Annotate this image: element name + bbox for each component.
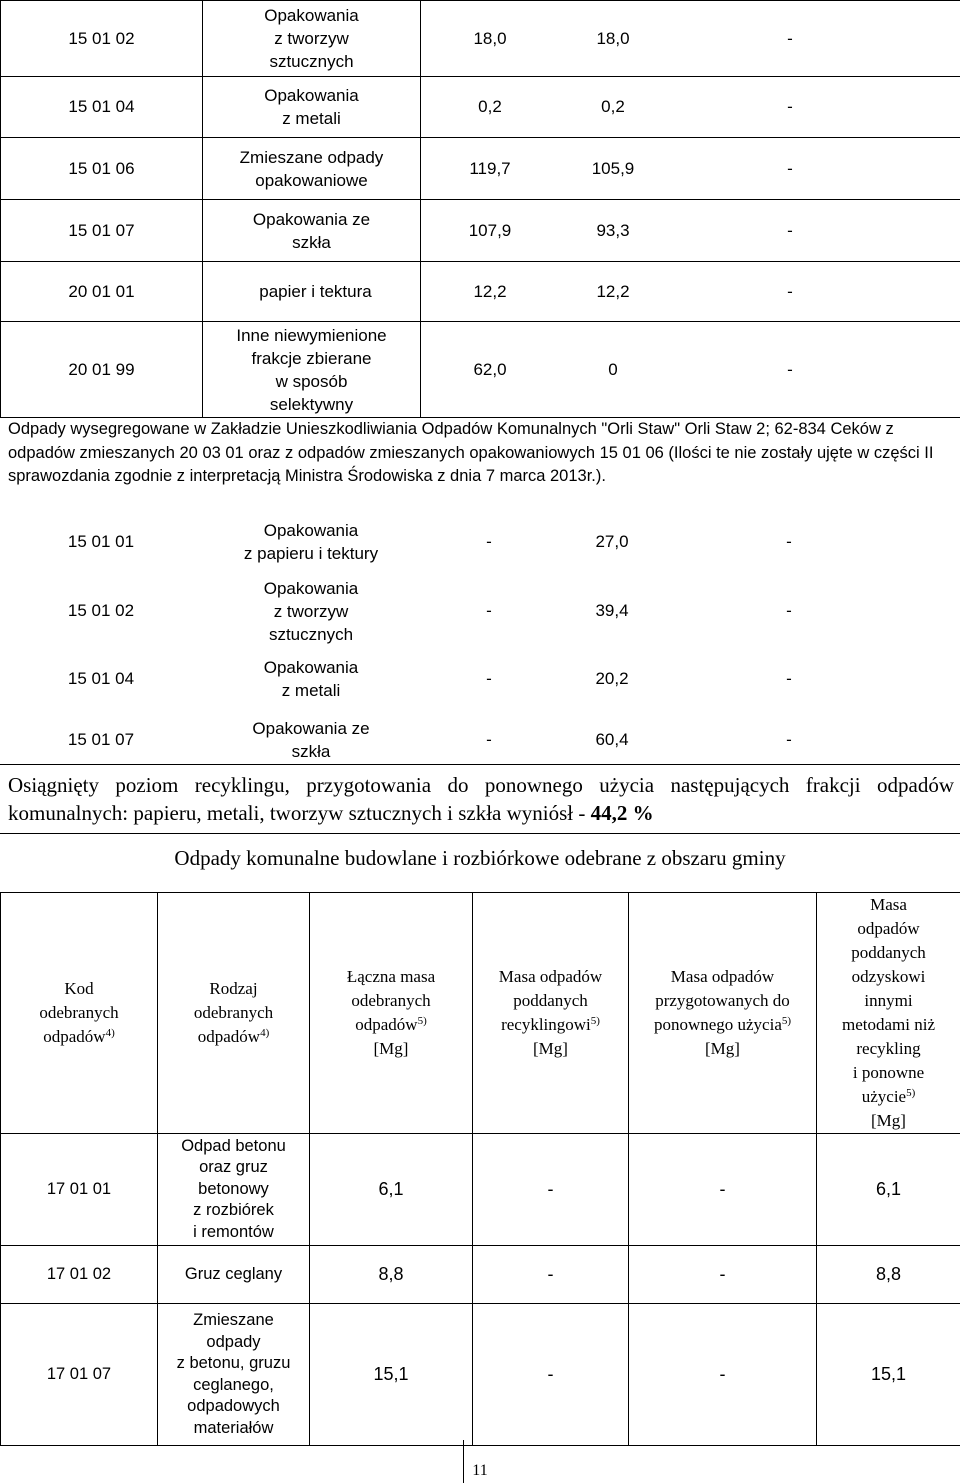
waste-code: 20 01 01 [1,262,203,322]
waste-code: 17 01 07 [1,1304,158,1446]
table-row [1,1246,960,1304]
header-line: recyklingowi [501,1015,591,1034]
value-cell: 0 [608,359,618,379]
waste-name-line: frakcje zbierane [251,348,372,368]
recycled-mass: - [473,1134,629,1246]
recycling-level-block [0,764,960,834]
header-line: odebranych [193,1003,274,1022]
value-cell: - [486,669,492,688]
table-row [0,650,960,708]
waste-name-line: z rozbiórek [193,1201,274,1220]
waste-values [421,1,960,77]
separated-waste-note: Odpady wysegregowane w Zakładzie Unieszkodliwiania Odpadów Komunalnych "Orli Staw" Orli Staw 2; 62-834 Ceków z odpadów zmieszanych 20 03 01 oraz z odpadów zmieszanych opakowaniowych 15 01 06 (Ilości te nie zostały ujęte w części II sprawozdania zgodnie z interpretacją Ministra Środowiska z dnia 7 marca 2013r.). [8,420,934,485]
header-line: odpadów [355,1015,418,1034]
waste-code: 15 01 01 [67,532,135,551]
header-line: metodami niż [841,1015,935,1034]
waste-name-line: oraz gruz [199,1158,268,1177]
waste-name-line: sztucznych [268,624,354,644]
waste-name-line: papier i tektura [259,282,372,301]
other-recovery-mass: 6,1 [817,1134,960,1246]
header-line: Kod [64,979,94,998]
header-line: poddanych [513,991,588,1010]
value-cell: 0,2 [601,97,625,116]
waste-values [420,650,960,708]
waste-name-line: Odpad betonu [181,1136,286,1155]
header-line: odpadów [43,1027,106,1046]
table-row [0,512,960,572]
value-cell: 18,0 [473,28,507,48]
value-cell: 119,7 [469,158,511,178]
value-cell: 93,3 [596,220,630,240]
waste-values [421,200,960,262]
header-line: odpadów [857,919,920,938]
waste-values [421,322,960,418]
value-cell: - [786,730,792,749]
waste-name-line: Zmieszane odpady [239,147,384,167]
waste-code: 15 01 02 [67,601,135,620]
waste-values [421,138,960,200]
value-cell: - [786,601,792,620]
reuse-mass: - [629,1304,817,1446]
table-row [1,77,960,138]
waste-code: 15 01 07 [1,200,203,262]
recycling-level-value: 44,2 % [590,801,654,825]
waste-name [158,1134,310,1246]
waste-name [202,512,420,572]
value-cell: - [786,532,792,551]
header-line: odzyskowi [851,967,926,986]
table-row [0,572,960,650]
table-row [1,1304,960,1446]
other-recovery-mass: 8,8 [817,1246,960,1304]
reuse-mass: - [629,1134,817,1246]
waste-name-line: Opakowania [263,578,359,598]
table-row [1,138,960,200]
header-line: przygotowanych do [655,991,790,1010]
waste-name-line: z metali [281,681,341,700]
value-cell: 20,2 [595,669,629,688]
waste-name [203,138,421,200]
waste-name-line: Opakowania ze [252,209,371,229]
value-cell: 39,4 [595,601,629,620]
value-cell: 27,0 [595,532,629,551]
waste-code: 20 01 99 [1,322,203,418]
header-line: Rodzaj [209,979,258,998]
header-line: poddanych [851,943,926,962]
value-cell: - [786,669,792,688]
waste-name-line: odpadowych [187,1397,280,1415]
header-line: odebranych [39,1003,119,1022]
footnote-ref: 4) [260,1027,270,1039]
recycling-level-sentence: Osiągnięty poziom recyklingu, przygotowania do ponownego użycia następujących frakcji odpadów komunalnych: papieru, metali, tworzyw sztucznych i szkła wyniósł - [8,773,954,825]
waste-name [203,322,421,418]
value-cell: - [486,532,492,551]
waste-name-line: szkła [291,742,331,761]
construction-waste-title: Odpady komunalne budowlane i rozbiórkowe odebrane z obszaru gminy [174,846,786,870]
waste-name-line: z betonu, gruzu [176,1354,291,1372]
header-line: recykling [856,1039,921,1058]
header-line: Masa odpadów [498,967,603,986]
header-line: ponownego użycia [653,1015,782,1034]
footnote-ref: 5) [781,1015,792,1027]
value-cell: - [787,28,793,48]
separated-waste-table [0,512,960,772]
waste-name [202,572,420,650]
header-line: innymi [864,991,913,1010]
waste-name-line: Gruz ceglany [184,1264,283,1283]
waste-name-line: i remontów [193,1222,274,1241]
table-header-row [1,893,960,1134]
waste-name-line: Opakowania ze [252,719,370,738]
waste-values [420,708,960,772]
header-reuse-mass [629,893,817,1134]
recycled-mass: - [473,1246,629,1304]
table-row [1,1134,960,1246]
page-number: 11 [472,1462,488,1479]
waste-code: 15 01 04 [67,669,135,688]
table-row [0,708,960,772]
waste-name-line: z tworzyw [274,29,349,48]
waste-code: 15 01 06 [1,138,203,200]
waste-name-line: Opakowania [264,86,359,105]
waste-code: 15 01 04 [1,77,203,138]
header-line: odebranych [351,991,431,1010]
value-cell: 105,9 [591,158,635,178]
table-row [1,262,960,322]
waste-name-line: Opakowania [263,658,359,677]
recycling-level-text [8,771,954,827]
construction-waste-table [0,892,960,1446]
value-cell: - [486,730,492,749]
header-type [158,893,310,1134]
footnote-ref: 4) [105,1027,115,1039]
header-line: Masa odpadów [670,967,775,986]
value-cell: 60,4 [595,730,629,749]
waste-name-line: z tworzyw [273,601,349,621]
header-line: [Mg] [533,1039,568,1058]
footnote-ref: 5) [417,1015,427,1027]
value-cell: - [787,220,793,240]
waste-name-line: ceglanego, [193,1375,274,1394]
total-mass: 15,1 [310,1304,473,1446]
waste-name [203,262,421,322]
value-cell: - [486,601,492,620]
header-line: Masa [870,895,907,914]
header-line: odpadów [197,1027,261,1046]
header-code [1,893,158,1134]
other-recovery-mass: 15,1 [817,1304,960,1446]
value-cell: 0,2 [478,97,502,116]
waste-name-line: betonowy [198,1179,269,1198]
waste-values [421,262,960,322]
waste-name [158,1304,310,1446]
waste-name-line: w sposób [275,371,348,391]
packaging-waste-table [0,0,960,418]
waste-name-line: sztucznych [269,52,354,71]
waste-name [203,1,421,77]
value-cell: - [787,281,793,301]
waste-name-line: szkła [292,232,331,252]
footnote-ref: 5) [590,1015,600,1027]
value-cell: 62,0 [473,359,507,379]
waste-name [158,1246,310,1304]
value-cell: 12,2 [596,281,630,301]
header-total-mass [310,893,473,1134]
total-mass: 6,1 [310,1134,473,1246]
waste-name [202,650,420,708]
waste-name-line: selektywny [269,394,354,414]
waste-name-line: Opakowania [264,6,359,25]
waste-name [203,77,421,138]
header-line: Łączna masa [346,967,436,986]
header-line: użycie [861,1087,907,1106]
value-cell: - [787,158,793,178]
footnote-ref: 5) [906,1087,916,1099]
waste-name-line: materiałów [193,1418,274,1437]
waste-name [203,200,421,262]
header-line: [Mg] [705,1039,740,1058]
value-cell: 18,0 [596,28,630,48]
header-line: [Mg] [871,1111,906,1130]
waste-name-line: Opakowania [263,521,359,540]
value-cell: 12,2 [473,281,507,301]
waste-values [420,572,960,650]
waste-code: 17 01 01 [1,1134,158,1246]
waste-name-line: Inne niewymienione [236,325,387,345]
waste-values [421,77,960,138]
value-cell: - [787,97,793,116]
table-row [1,322,960,418]
waste-name-line: odpady [206,1332,261,1351]
waste-name [202,708,420,772]
table-row [1,1,960,77]
total-mass: 8,8 [310,1246,473,1304]
reuse-mass: - [629,1246,817,1304]
waste-code: 15 01 02 [1,1,203,77]
waste-code: 15 01 07 [67,730,135,749]
waste-name-line: z papieru i tektury [243,544,379,563]
header-other-recovery-mass [817,893,960,1134]
waste-code: 17 01 02 [1,1246,158,1304]
waste-name-line: z metali [282,109,341,128]
recycled-mass: - [473,1304,629,1446]
header-recycled-mass [473,893,629,1134]
waste-values [420,512,960,572]
header-line: i ponowne [852,1063,925,1082]
value-cell: 107,9 [468,220,512,240]
value-cell: - [787,359,793,379]
table-row [1,200,960,262]
header-line: [Mg] [373,1039,409,1058]
waste-name-line: opakowaniowe [255,170,368,190]
waste-name-line: Zmieszane [193,1311,274,1329]
